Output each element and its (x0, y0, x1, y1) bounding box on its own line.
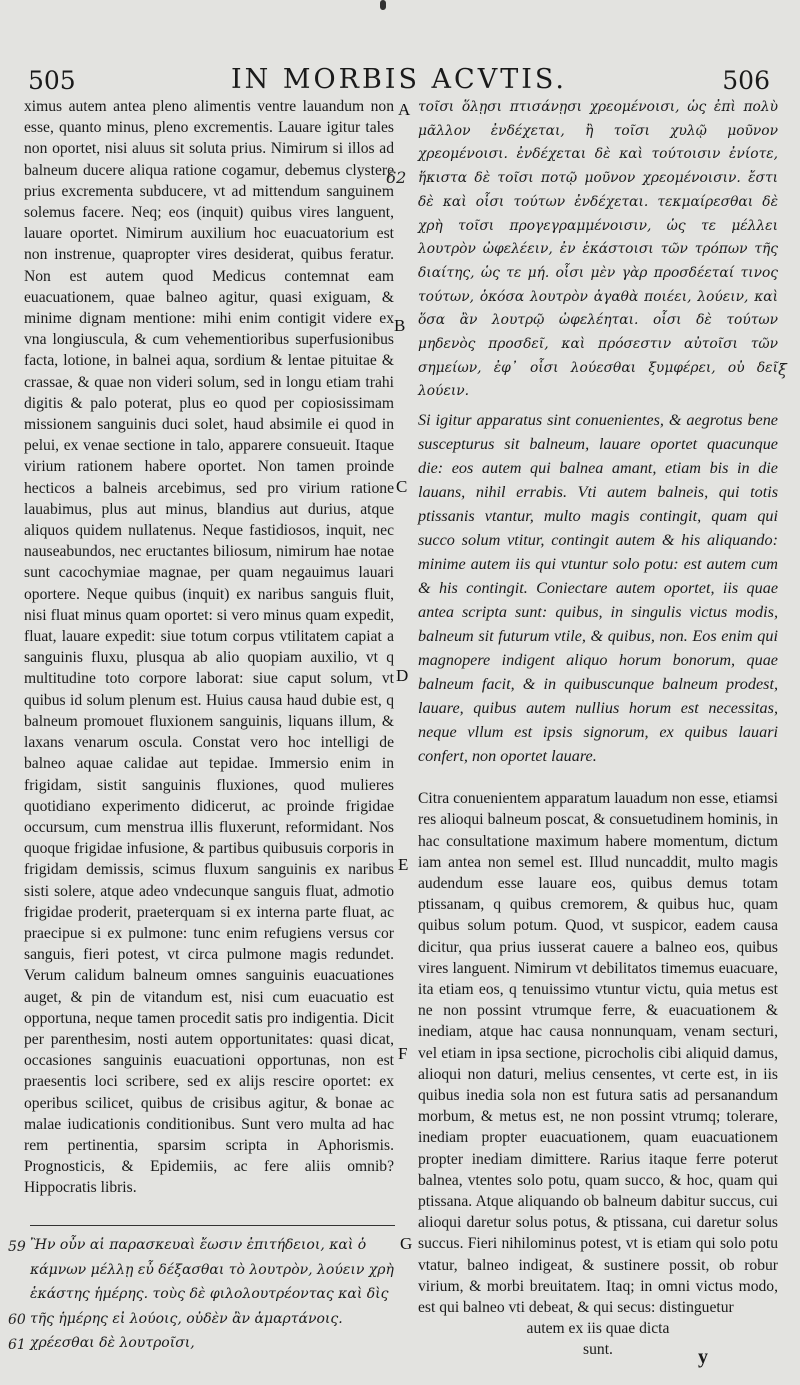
margin-letter-c: C (396, 477, 408, 496)
left-column-text: ximus autem antea pleno alimentis ventre lauandum non esse, quanto minus, pleno excrementis. Lauare igitur tales non oportet, nisi aluus sit soluta prius. Nimirum si illos ad balneum ducere aliqua ratione cogamur, debemus clystere prius excrementa subducere, vt ad mittendum sanguinem solemus facere. Neq; eos (inquit) quibus vires languent, lauare oportet. Nimirum auxilium hoc euacuatorium est non instrenue, quapropter vires desiderat, quibus feratur. Non est autem quod Medicus contemnat eam euacuationem, quae balneo agitur, quasi exiguam, & minime dignam mentione: mihi enim contigit videre ex vna longiuscula, & cum vehementioribus superfusionibus facta, lotione, in balnei aqua, sordium & lentae pituitae & crassae, & quae non videri solum, sed in longu etiam trahi digitis & palo poterat, plus eo quod per copiosissimam missionem sanguinis duci solet, haud absimile ei quod in pelui, ex venae sectione in talo, apparere consueuit. Itaque virium rationem habere oportet. Non tamen proinde hecticos a balneis arcebimus, sed pro virium ratione lauabimus, plus aut minus, blandius aut durius, atque aliquos quidem nullatenus. Neque fastidiosos, inquit, nec nauseabundos, nec eructantes biliosum, nimirum hae notae sunt cacochymiae magnae, per quam negauimus lauari oportere. Neque quibus (inquit) ex naribus sanguis fluit, nisi fluat minus quam oportet: si vero minus quam expedit, fluat, lauare expedit: siue totum corpus vtilitatem capiat a sanguinis fluxu, plusqua ab alio quopiam auxilio, vt q multitudine toto corpore laborat: siue caput solum, vt quibus id solum plenum est. Huius causa haud dubie est, q balneum promouet fluxionem sanguinis, liquans illum, & laxans venarum oscula. Constat vero hoc intelligi de balneo aquae calidae aut tepidae. Immersio enim in frigidam, sistit sanguinis fluxiones, quod mulieres quotidiano experimento didicerut, ac proinde frigidae occursum, cum menstrua illis fluxerunt, reformidant. Nos quoque frigidae infusione, & partibus quibusuis corporis in frigidam demissis, scimus fluxum sanguinis ex naribus sisti solere, atque adeo vndecunque sanguis fluat, admotio frigidae proderit, praeterquam si ex interna parte fluat, ac praecipue si ex pulmone: tunc enim refugiens versus cor sanguis, fieri potest, vt circa pulmone magis redundet. Verum calidum balneum omnes sanguinis euacuationes auget, & pin de vitandum est, nisi cum euacuatio est opportuna, neque tamen procedit satis pro indigentia. Dicit per parenthesim, nosti autem opportunitates: quasi dicat, occasiones sanguinis euacuationi opportunas, non est praesentis loci scribere, sed ex alijs rescire oportet: ex operibus scilicet, quibus de crisibus agitur, & bonae ac malae iudicationis conditionibus. Sunt vero multa ad hac rem pertinentia, sparsim scripta in Aphorismis. Prognosticis, & Epidemiis, ac fere aliis omnib? Hippocratis libris. (24, 98, 394, 1197)
running-title: IN MORBIS ACVTIS. (230, 64, 568, 95)
marginal-note-60: 60 (8, 1312, 26, 1328)
marginal-note-xi: ξ (778, 360, 787, 379)
margin-letter-f: F (398, 1044, 408, 1063)
marginal-note-59: 59 (8, 1239, 26, 1255)
greek-commentary-text: τοῖσι ὅλῃσι πτισάνῃσι χρεομένοισι, ὡς ἐπὶ πολὺ μᾶλλον ἐνδέχεται, ἢ τοῖσι χυλῷ μοῦνον χρεομένοισι. ἐνδέχεται δὲ καὶ τούτοισιν ἐνίοτε, ἥκιστα δὲ τοῖσι ποτῷ μοῦνον χρεομένοισιν. ἔστι δὲ καὶ οἷσι τούτων ἐνδέχεται. τεκμαίρεσθαι δὲ χρὴ τοῖσι προγεγραμμένοισιν, ὡς τε μέλλει λουτρὸν ὠφελέειν, ἐν ἑκάστοισι τῶν τρόπων τῆς διαίτης, ὡς τε μή. οἷσι μὲν γὰρ προσδέεταί τινος τούτων, ὁκόσα λουτρὸν ἀγαθὰ ποιέει, λούειν, καὶ ὅσα ἂν λουτρῷ ὠφελέηται. οἷσι δὲ τούτων μηδενὸς προσδεῖ, καὶ πρόσεστιν αὐτοῖσι τῶν σημείων, ἐφ᾽ οἷσι λούεσθαι ξυμφέρει, οὐ δεῖ λούειν. (418, 99, 778, 400)
latin-translation-text: Si igitur apparatus sint conuenientes, & aegrotus bene suscepturus sit balneum, lauare oportet quacunque die: eos autem qui balnea amant, etiam bis in die lauans, nihil errabis. Vti autem balneis, qui totis ptissanis vtantur, multo magis contingit, quam qui succo solum vtitur, contingit autem & his aliquando: minime autem iis qui vtuntur solo potu: est autem cum & his contingit. Coniectare autem oportet, iis quae antea scripta sunt: quibus, in singulis victus modis, balneum sit futurum vtile, & quibus, non. Eos enim qui magnopere indigent aliquo horum bonorum, quae balneum facit, & in quibuscunque balneum prodest, lauare, quibus autem nullius horum est necessitas, neque vllum est ipsis signorum, ex quibus lauari confert, non oportet lauare. (418, 411, 778, 766)
latin-commentary-text: Citra conuenientem apparatum lauadum non esse, etiamsi res alioqui balneum poscat, & consuetudinem hominis, in hac consultatione maximum habere momentum, dictum iam antea non semel est. Illud nuncaddit, multo magis audendum esse lauare eos, quibus demus totam ptissanam, q quibus cremorem, & quibus huc, quam quibus solum potum. Quod, vt suspicor, eadem causa dicitur, qua prius iusserat cauere a balneo eos, quibus vires languent. Nimirum vt debilitatos timemus euacuare, ita etiam eos, q tenuissimo vtuntur victu, quia metus est ne non possint vtrumque ferre, & euacuationem & inediam, atque hac causa nonnunquam, venam secturi, vel etiam in ipsa sectione, picrocholis cibi aliquid damus, alioqui non daturi, melius censentes, vt certe est, in iis quibus inedia sola non est futura satis ad persanandum morbum, & metus est, ne non possint vtrumq; tolerare, inediam propter euacuationem, quam euacuationem propter inediam dimittere. Rarius itaque ferre poterut balnea, vtentes solo potu, quam succo, & hoc, quam qui ptissana. Atque aliquando ob balneum dabitur succus, cui alioqui daretur solus potus, & ptissana, cui daretur solus succus. Fieri nihilominus potest, vt is etiam qui solo potu vtatur, balneo indigeat, & sustinere possit, ob robur virium, & morbi breuitatem. Itaq; in omni victus modo, est qui balneo vti debeat, & qui secus: distinguetur (418, 790, 778, 1317)
greek-footer-text: Ἢν οὖν αἱ παρασκευαὶ ἔωσιν ἐπιτήδειοι, καὶ ὁ κάμνων μέλλῃ εὖ δέξασθαι τὸ λουτρὸν, λούειν χρὴ ἑκάστης ἡμέρης. τοὺς δὲ φιλολουτρέοντας καὶ δὶς τῆς ἡμέρης εἰ λούοις, οὐδὲν ἂν ἁμαρτάνοις. χρέεσθαι δὲ λουτροῖσι, (30, 1237, 394, 1351)
greek-footer (30, 1233, 395, 1356)
margin-letter-d: D (396, 666, 409, 685)
marginal-note-61: 61 (8, 1337, 26, 1353)
margin-letter-b: B (394, 316, 406, 335)
margin-letter-g: G (400, 1234, 413, 1253)
page-number-right: 506 (722, 66, 770, 95)
closing-line-1: autem ex iis quae dicta (526, 1320, 670, 1338)
closing-line-2: sunt. (583, 1341, 613, 1359)
signature-mark: y (698, 1346, 708, 1368)
footer-rule (30, 1225, 395, 1226)
left-column (24, 96, 394, 1199)
page-header (28, 62, 770, 96)
marginal-note-62: 62 (386, 168, 407, 187)
page-number-left: 505 (28, 66, 76, 95)
margin-letter-a: A (398, 100, 411, 119)
margin-letter-e: E (398, 855, 409, 874)
right-column (418, 96, 778, 1361)
ink-speck (380, 0, 386, 10)
